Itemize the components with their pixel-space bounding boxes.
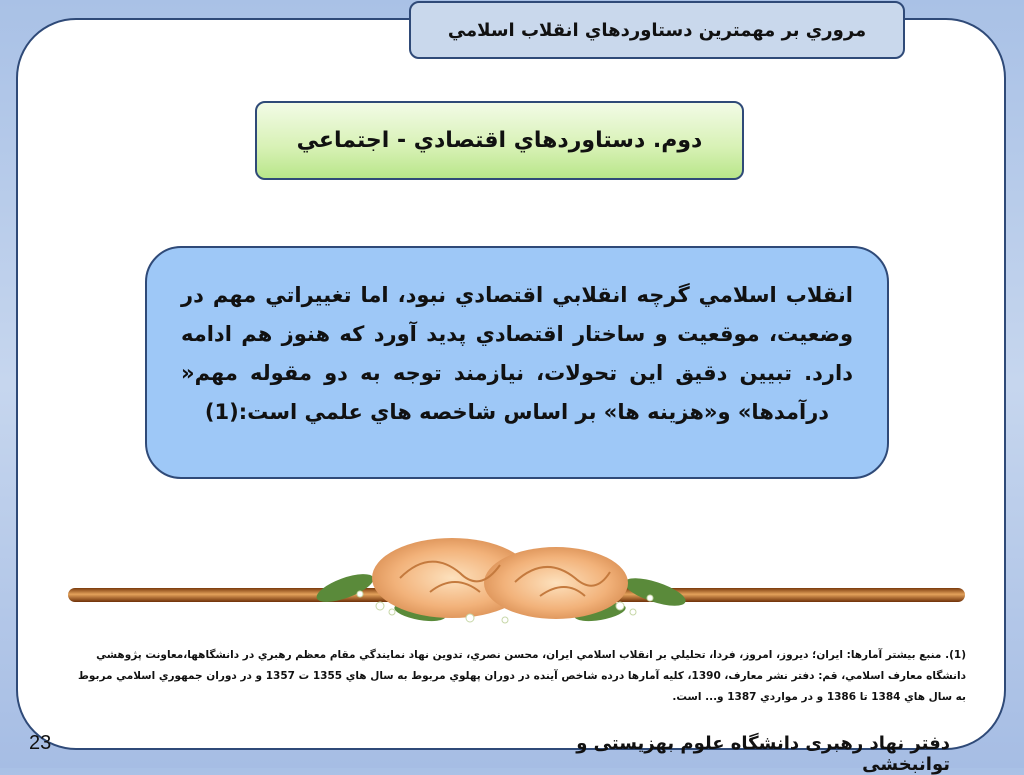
footnote: (1). منبع بيشتر آمارها: ايران؛ ديروز، امروز، فردا، تحليلي بر انقلاب اسلامي ايران، محسن نصري، تدوين نهاد نمايندگي مقام معظم رهبري در دانشگاهها،معاونت پژوهشي دانشگاه معارف اسلامي، قم: دفتر نشر معارف، 1390، كليه آمارها درده شاخص آينده در دوران پهلوي مربوط به سال هاي 1355 ت 1357 و در دوران جمهوري اسلامي مربوط به سال هاي 1384 تا 1386 و در مواردي 1387 و... است.	[78, 649, 966, 703]
footer-office-name: دفتر نهاد رهبری دانشگاه علوم بهزیستی و توانبخشی	[576, 733, 950, 775]
content-text-box	[145, 246, 889, 479]
section-heading: دوم. دستاوردهاي اقتصادي - اجتماعي	[255, 101, 744, 180]
page-number: 23	[29, 732, 52, 754]
header-title: مروري بر مهمترين دستاوردهاي انقلاب اسلامي	[409, 1, 905, 59]
content-text: انقلاب اسلامي گرچه انقلابي اقتصادي نبود، اما تغييراتي مهم در وضعيت، موقعيت و ساختار اقتصادي پديد آورد كه هنوز هم ادامه دارد. تبيين دقيق اين تحولات، نيازمند توجه به دو مقوله مهم« درآمدها» و«هزينه ها» بر اساس شاخصه هاي علمي است:(1)	[181, 283, 853, 424]
